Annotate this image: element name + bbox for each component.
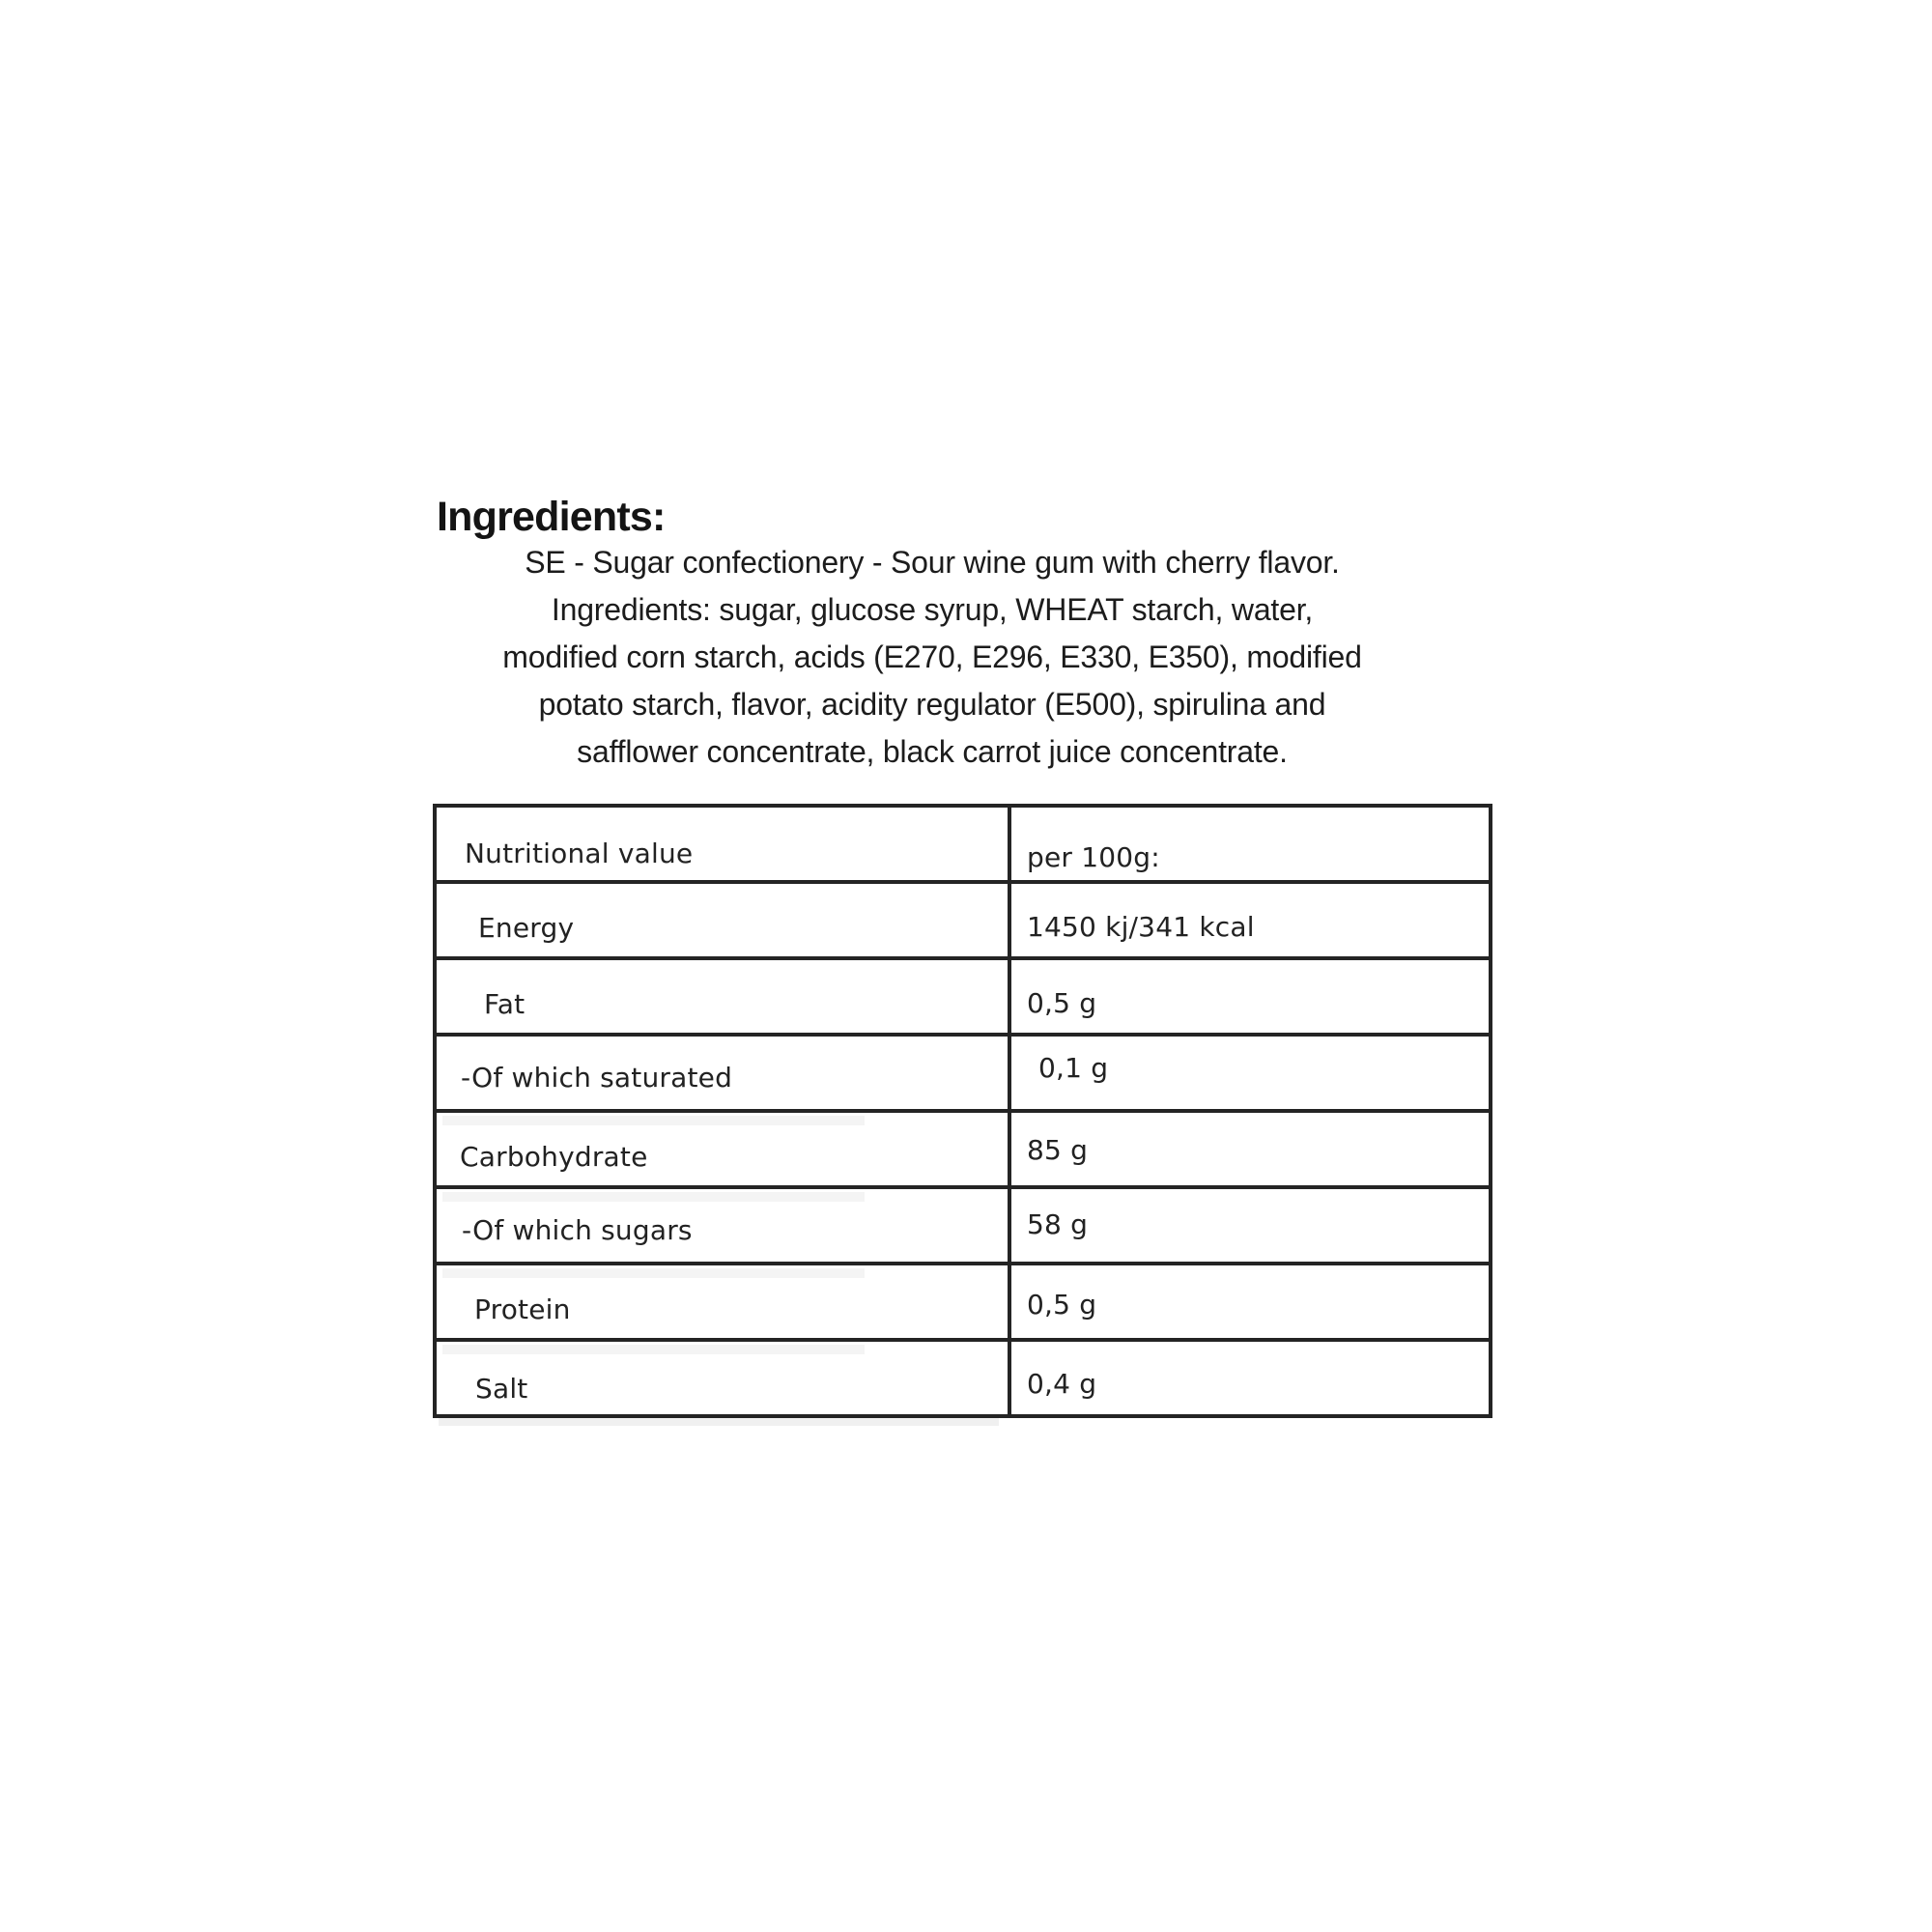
row-value: 1450 kj/341 kcal	[1027, 911, 1255, 943]
ingredients-line: modified corn starch, acids (E270, E296, E330, E350), modified	[502, 639, 1362, 674]
table-row-carbohydrate	[437, 1113, 1489, 1189]
ingredients-heading: Ingredients:	[437, 494, 666, 540]
ingredients-line: safflower concentrate, black carrot juice concentrate.	[577, 734, 1288, 769]
ingredients-paragraph	[401, 539, 1463, 776]
table-row-protein	[437, 1265, 1489, 1342]
table-row-salt	[437, 1342, 1489, 1414]
row-label: -Of which saturated	[437, 1037, 1011, 1109]
row-label: Protein	[437, 1265, 1011, 1338]
row-value: 0,1 g	[1038, 1052, 1109, 1084]
row-label: Carbohydrate	[437, 1113, 1011, 1185]
row-value: 0,4 g	[1027, 1368, 1097, 1400]
ingredients-line: SE - Sugar confectionery - Sour wine gum with cherry flavor.	[525, 545, 1340, 580]
row-value: 58 g	[1027, 1208, 1089, 1240]
row-label: Salt	[437, 1342, 1011, 1414]
table-row-energy	[437, 884, 1489, 960]
table-row-saturated	[437, 1037, 1489, 1113]
row-label: Energy	[437, 884, 1011, 956]
table-row-fat	[437, 960, 1489, 1037]
nutrition-header-label: Nutritional value	[437, 808, 1011, 880]
row-value: 0,5 g	[1027, 1289, 1097, 1321]
table-header-row	[437, 808, 1489, 884]
nutrition-header-value: per 100g:	[1027, 841, 1160, 873]
row-label: Fat	[437, 960, 1011, 1033]
row-label: -Of which sugars	[437, 1189, 1011, 1262]
ingredients-line: potato starch, flavor, acidity regulator (E500), spirulina and	[538, 687, 1326, 722]
row-value: 0,5 g	[1027, 987, 1097, 1019]
table-row-sugars	[437, 1189, 1489, 1265]
row-value: 85 g	[1027, 1134, 1089, 1166]
nutrition-table	[433, 804, 1492, 1418]
ingredients-line: Ingredients: sugar, glucose syrup, WHEAT starch, water,	[551, 592, 1314, 627]
